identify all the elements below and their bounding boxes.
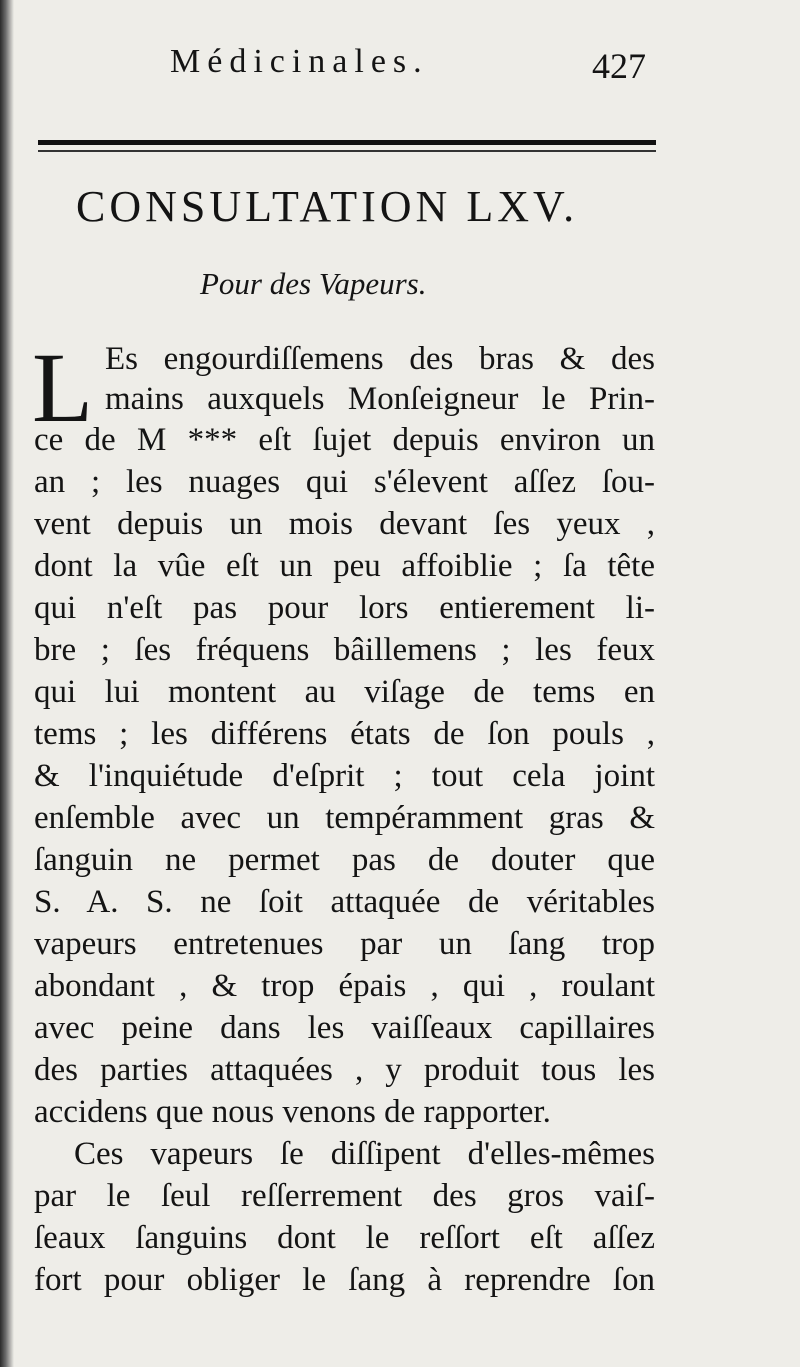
- text-line: bre ; ſes fréquens bâillemens ; les feux: [34, 632, 655, 668]
- consultation-heading: CONSULTATION LXV.: [76, 182, 579, 231]
- text-line: ce de M *** eſt ſujet depuis environ un: [34, 422, 655, 458]
- text-line: fort pour obliger le ſang à reprendre ſon: [34, 1262, 655, 1298]
- text-line: tems ; les différens états de ſon pouls ,: [34, 716, 655, 752]
- text-line: vapeurs entretenues par un ſang trop: [34, 926, 655, 962]
- page-gutter-shadow: [0, 0, 14, 1367]
- text-line: ſanguin ne permet pas de douter que: [34, 842, 655, 878]
- text-line: enſemble avec un tempéramment gras &: [34, 800, 655, 836]
- text-line: & l'inquiétude d'eſprit ; tout cela joint: [34, 758, 655, 794]
- consultation-subheading: Pour des Vapeurs.: [200, 266, 427, 301]
- text-line: des parties attaquées , y produit tous les: [34, 1052, 655, 1088]
- text-line: accidens que nous venons de rapporter.: [34, 1094, 551, 1130]
- text-line: an ; les nuages qui s'élevent aſſez ſou-: [34, 464, 655, 500]
- text-line: qui lui montent au viſage de tems en: [34, 674, 655, 710]
- text-line: Es engourdiſſemens des bras & des: [105, 341, 655, 377]
- header-rule-thick: [38, 140, 656, 145]
- text-line: qui n'eſt pas pour lors entierement li-: [34, 590, 655, 626]
- text-line: ſeaux ſanguins dont le reſſort eſt aſſez: [34, 1220, 655, 1256]
- text-line: abondant , & trop épais , qui , roulant: [34, 968, 655, 1004]
- text-line: Ces vapeurs ſe diſſipent d'elles-mêmes: [74, 1136, 655, 1172]
- drop-cap: L: [32, 332, 94, 443]
- text-line: par le ſeul reſſerrement des gros vaiſ-: [34, 1178, 655, 1214]
- header-rule-thin: [38, 150, 656, 152]
- running-head: Médicinales.: [170, 43, 429, 80]
- page-number: 427: [592, 46, 646, 86]
- text-line: avec peine dans les vaiſſeaux capillaires: [34, 1010, 655, 1046]
- text-line: vent depuis un mois devant ſes yeux ,: [34, 506, 655, 542]
- text-line: mains auxquels Monſeigneur le Prin-: [105, 381, 655, 417]
- text-line: dont la vûe eſt un peu affoiblie ; ſa tête: [34, 548, 655, 584]
- text-line: S. A. S. ne ſoit attaquée de véritables: [34, 884, 655, 920]
